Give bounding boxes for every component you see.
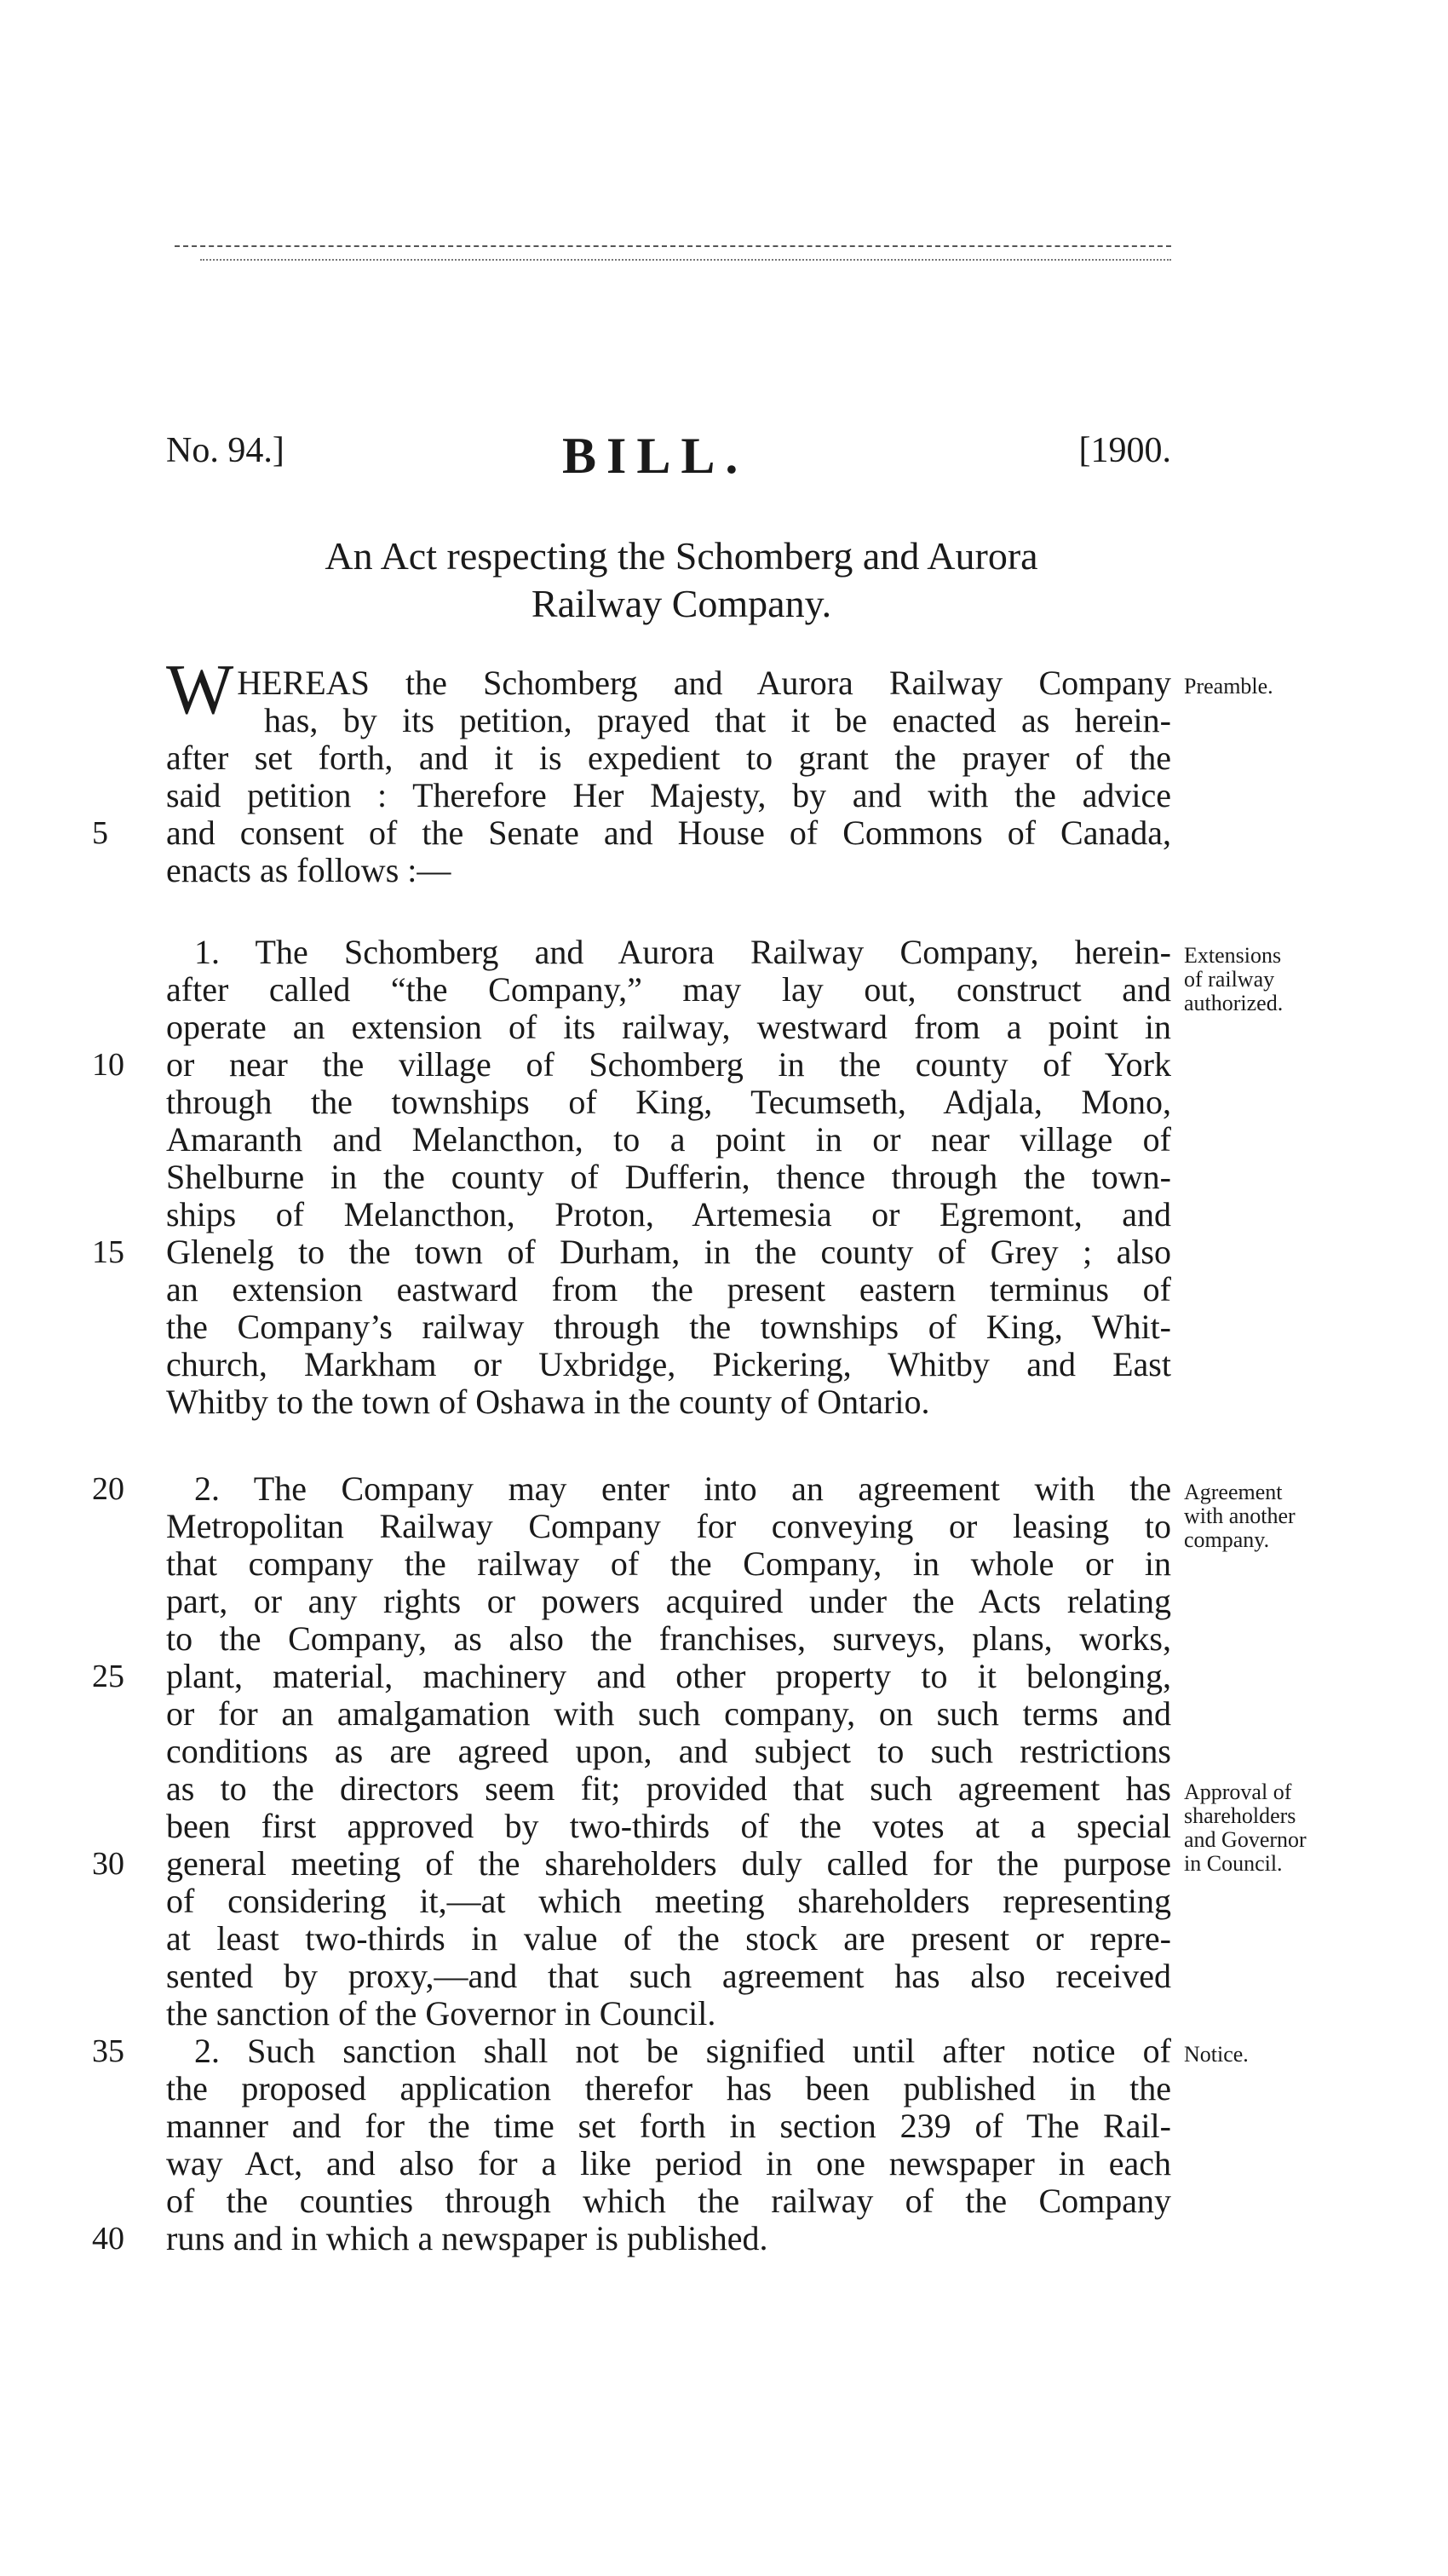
line-number: 20 <box>92 1471 124 1507</box>
margin-note-approval: Approval of shareholders and Governor in Council. <box>1184 1780 1307 1876</box>
text-line: operate an extension of its railway, westward from a point in <box>166 1008 1171 1046</box>
text-line: as to the directors seem fit; provided that such agreement has <box>166 1769 1171 1808</box>
act-title-line: Railway Company. <box>531 582 832 625</box>
text-line: or for an amalgamation with such company, on such terms and <box>166 1694 1171 1733</box>
text-line: church, Markham or Uxbridge, Pickering, Whitby and East <box>166 1345 1171 1383</box>
margin-note-preamble: Preamble. <box>1184 674 1273 699</box>
bill-header <box>166 430 1171 490</box>
drop-cap: W <box>166 650 234 729</box>
line-number: 15 <box>92 1234 124 1270</box>
text-line: and consent of the Senate and House of Commons of Canada, <box>166 814 1171 852</box>
text-line: after set forth, and it is expedient to grant the prayer of the <box>166 739 1171 777</box>
margin-note-notice: Notice. <box>1184 2042 1249 2067</box>
text-line: enacts as follows :— <box>166 851 451 889</box>
text-line: ships of Melancthon, Proton, Artemesia or Egremont, and <box>166 1195 1171 1233</box>
text-line: sented by proxy,—and that such agreement has also received <box>166 1957 1171 1995</box>
text-line: of considering it,—at which meeting shareholders representing <box>166 1882 1171 1920</box>
text-line: manner and for the time set forth in section 239 of The Rail- <box>166 2107 1171 2145</box>
text-line: has, by its petition, prayed that it be enacted as herein- <box>264 701 1171 739</box>
text-line: of the counties through which the railway of the Company <box>166 2182 1171 2220</box>
bill-number: No. 94.] <box>166 431 284 470</box>
subsection-2-line: 2. Such sanction shall not be signified until after notice of <box>194 2032 1171 2070</box>
bill-year: [1900. <box>1078 431 1171 470</box>
text-line: way Act, and also for a like period in one newspaper in each <box>166 2144 1171 2182</box>
section-2-line: 2. The Company may enter into an agreement with the <box>194 1469 1171 1508</box>
section-1-line: 1. The Schomberg and Aurora Railway Company, herein- <box>194 933 1171 971</box>
text-line: said petition : Therefore Her Majesty, by and with the advice <box>166 776 1171 814</box>
margin-note-extensions: Extensions of railway authorized. <box>1184 943 1284 1015</box>
text-line: through the townships of King, Tecumseth, Adjala, Mono, <box>166 1083 1171 1121</box>
text-line: or near the village of Schomberg in the county of York <box>166 1045 1171 1084</box>
line-number: 10 <box>92 1047 124 1083</box>
text-line: Glenelg to the town of Durham, in the county of Grey ; also <box>166 1233 1171 1271</box>
top-rule-dotted <box>200 259 1171 261</box>
text-line: the proposed application therefor has been published in the <box>166 2069 1171 2107</box>
text-line: plant, material, machinery and other property to it belonging, <box>166 1657 1171 1695</box>
text-line: runs and in which a newspaper is published. <box>166 2219 768 2257</box>
text-line: general meeting of the shareholders duly called for the purpose <box>166 1844 1171 1883</box>
text-line: at least two-thirds in value of the stock are present or repre- <box>166 1919 1171 1958</box>
line-number: 30 <box>92 1846 124 1882</box>
text-line: been first approved by two-thirds of the votes at a special <box>166 1807 1171 1845</box>
line-number: 25 <box>92 1659 124 1694</box>
text-line: conditions as are agreed upon, and subject to such restrictions <box>166 1732 1171 1770</box>
act-title <box>196 532 1167 628</box>
act-title-line: An Act respecting the Schomberg and Aurora <box>325 534 1038 578</box>
line-number: 40 <box>92 2221 124 2257</box>
bill-title: BILL. <box>562 428 749 484</box>
top-rule <box>175 245 1171 247</box>
text-line: to the Company, as also the franchises, surveys, plans, works, <box>166 1619 1171 1658</box>
text-line: an extension eastward from the present eastern terminus of <box>166 1270 1171 1308</box>
text-line: after called “the Company,” may lay out, construct and <box>166 970 1171 1009</box>
text-line: Whitby to the town of Oshawa in the county of Ontario. <box>166 1383 930 1421</box>
text-line: part, or any rights or powers acquired under the Acts relating <box>166 1582 1171 1620</box>
text-line: Shelburne in the county of Dufferin, thence through the town- <box>166 1158 1171 1196</box>
text-line: Amaranth and Melancthon, to a point in or near village of <box>166 1120 1171 1159</box>
text-line: the Company’s railway through the townships of King, Whit- <box>166 1308 1171 1346</box>
text-line: WHEREAS the Schomberg and Aurora Railway Company <box>166 650 1171 729</box>
margin-note-agreement: Agreement with another company. <box>1184 1480 1296 1552</box>
line-number: 35 <box>92 2033 124 2069</box>
text-line: that company the railway of the Company, in whole or in <box>166 1544 1171 1583</box>
line-number: 5 <box>92 815 108 851</box>
text-line: Metropolitan Railway Company for conveying or leasing to <box>166 1507 1171 1545</box>
text-line: the sanction of the Governor in Council. <box>166 1994 716 2033</box>
